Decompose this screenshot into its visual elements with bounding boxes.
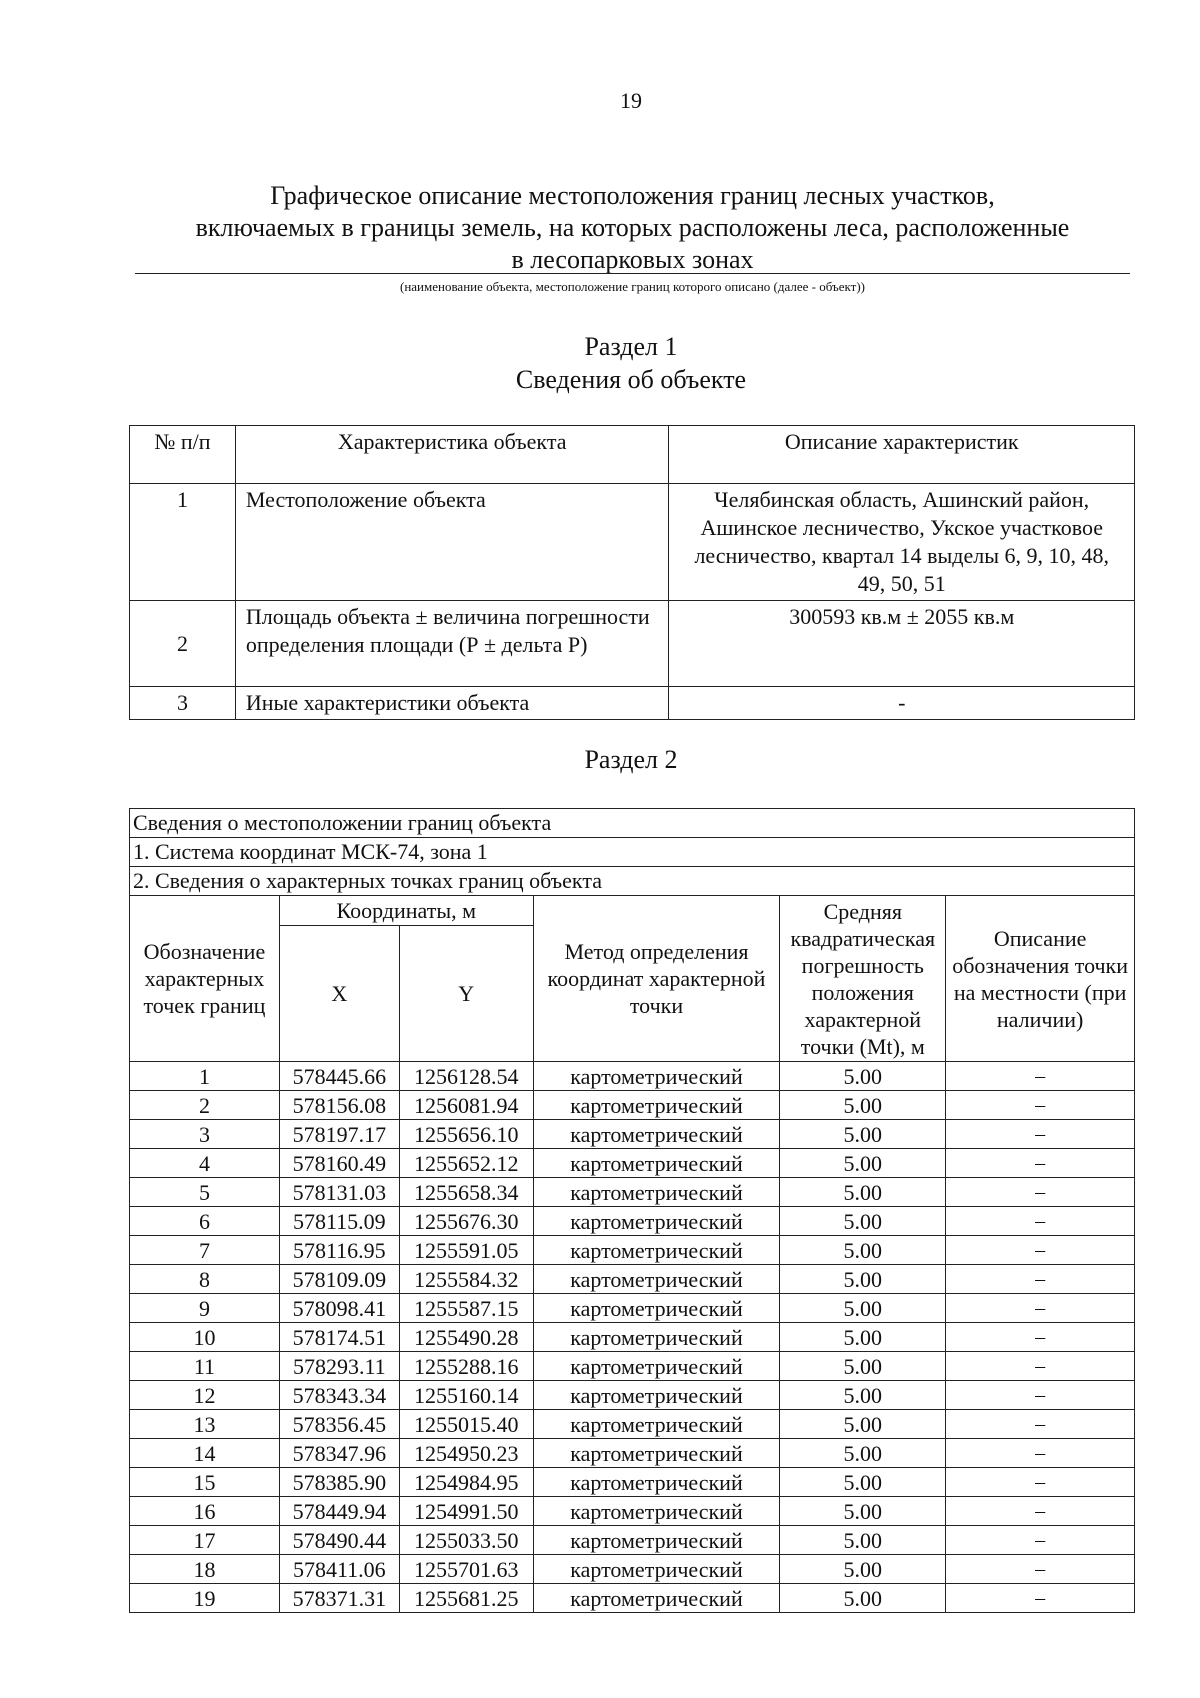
point-method: картометрический [533, 1352, 780, 1381]
point-error: 5.00 [780, 1468, 946, 1497]
document-title [135, 180, 1130, 276]
point-method: картометрический [533, 1584, 780, 1613]
point-error: 5.00 [780, 1497, 946, 1526]
header-x: X [279, 926, 399, 1062]
point-y: 1255652.12 [399, 1149, 533, 1178]
point-id: 6 [130, 1207, 280, 1236]
point-description: – [946, 1410, 1135, 1439]
table-row [130, 1555, 1135, 1584]
point-description: – [946, 1294, 1135, 1323]
point-error: 5.00 [780, 1120, 946, 1149]
point-id: 14 [130, 1439, 280, 1468]
point-id: 10 [130, 1323, 280, 1352]
point-x: 578445.66 [279, 1062, 399, 1091]
point-y: 1255591.05 [399, 1236, 533, 1265]
point-y: 1255015.40 [399, 1410, 533, 1439]
point-x: 578160.49 [279, 1149, 399, 1178]
point-method: картометрический [533, 1236, 780, 1265]
table-row [130, 1236, 1135, 1265]
point-id: 15 [130, 1468, 280, 1497]
point-description: – [946, 1120, 1135, 1149]
point-y: 1256128.54 [399, 1062, 533, 1091]
point-id: 17 [130, 1526, 280, 1555]
point-id: 11 [130, 1352, 280, 1381]
point-id: 1 [130, 1062, 280, 1091]
point-method: картометрический [533, 1120, 780, 1149]
points-title: 2. Сведения о характерных точках границ объекта [130, 867, 1135, 896]
point-error: 5.00 [780, 1352, 946, 1381]
point-description: – [946, 1468, 1135, 1497]
point-y: 1255288.16 [399, 1352, 533, 1381]
row-description: - [669, 687, 1135, 720]
row-description: 300593 кв.м ± 2055 кв.м [669, 601, 1135, 687]
point-method: картометрический [533, 1265, 780, 1294]
point-description: – [946, 1555, 1135, 1584]
section1-title: Раздел 1 [584, 332, 678, 361]
row-number: 1 [130, 484, 236, 601]
title-caption: (наименование объекта, местоположение границ которого описано (далее - объект)) [400, 279, 865, 294]
point-y: 1255033.50 [399, 1526, 533, 1555]
point-y: 1254950.23 [399, 1439, 533, 1468]
point-description: – [946, 1149, 1135, 1178]
table-row [130, 1439, 1135, 1468]
point-error: 5.00 [780, 1526, 946, 1555]
table-row [130, 1265, 1135, 1294]
point-y: 1255676.30 [399, 1207, 533, 1236]
point-y: 1254984.95 [399, 1468, 533, 1497]
point-x: 578116.95 [279, 1236, 399, 1265]
point-method: картометрический [533, 1439, 780, 1468]
point-x: 578356.45 [279, 1410, 399, 1439]
point-x: 578098.41 [279, 1294, 399, 1323]
point-description: – [946, 1236, 1135, 1265]
point-error: 5.00 [780, 1294, 946, 1323]
point-error: 5.00 [780, 1439, 946, 1468]
point-x: 578293.11 [279, 1352, 399, 1381]
point-x: 578347.96 [279, 1439, 399, 1468]
table-row [130, 601, 1135, 687]
table-row [130, 687, 1135, 720]
table-row [130, 1352, 1135, 1381]
point-y: 1255681.25 [399, 1584, 533, 1613]
point-y: 1256081.94 [399, 1091, 533, 1120]
table-title: Сведения о местоположении границ объекта [130, 809, 1135, 838]
point-description: – [946, 1439, 1135, 1468]
title-underline [135, 273, 1130, 274]
table-row [130, 1062, 1135, 1091]
point-description: – [946, 1323, 1135, 1352]
point-y: 1255160.14 [399, 1381, 533, 1410]
point-x: 578449.94 [279, 1497, 399, 1526]
title-line: включаемых в границы земель, на которых расположены леса, расположенные [195, 213, 1070, 242]
point-error: 5.00 [780, 1555, 946, 1584]
point-method: картометрический [533, 1207, 780, 1236]
header-coordinates: Координаты, м [279, 896, 533, 926]
title-line: Графическое описание местоположения границ лесных участков, [270, 181, 995, 210]
row-characteristic: Площадь объекта ± величина погрешности определения площади (Р ± дельта Р) [235, 601, 669, 687]
row-characteristic: Иные характеристики объекта [235, 687, 669, 720]
point-x: 578156.08 [279, 1091, 399, 1120]
point-method: картометрический [533, 1526, 780, 1555]
point-id: 12 [130, 1381, 280, 1410]
point-id: 4 [130, 1149, 280, 1178]
table-row [130, 1468, 1135, 1497]
table-row [130, 484, 1135, 601]
header-designation: Обозначение характерных точек границ [130, 896, 280, 1062]
point-method: картометрический [533, 1381, 780, 1410]
point-method: картометрический [533, 1178, 780, 1207]
point-y: 1255490.28 [399, 1323, 533, 1352]
point-description: – [946, 1091, 1135, 1120]
table-row [130, 1120, 1135, 1149]
point-error: 5.00 [780, 1584, 946, 1613]
point-x: 578411.06 [279, 1555, 399, 1584]
page-number: 19 [620, 88, 642, 113]
point-method: картометрический [533, 1468, 780, 1497]
header-characteristic: Характеристика объекта [235, 426, 669, 484]
point-description: – [946, 1497, 1135, 1526]
table-row [130, 1091, 1135, 1120]
point-y: 1255656.10 [399, 1120, 533, 1149]
table-row [130, 1323, 1135, 1352]
point-x: 578109.09 [279, 1265, 399, 1294]
point-id: 18 [130, 1555, 280, 1584]
point-method: картометрический [533, 1555, 780, 1584]
point-id: 13 [130, 1410, 280, 1439]
row-description: Челябинская область, Ашинский район, Ашинское лесничество, Укское участковое лесничество, квартал 14 выделы 6, 9, 10, 48, 49, 50, 51 [669, 484, 1135, 601]
point-method: картометрический [533, 1294, 780, 1323]
coordinate-system: 1. Система координат МСК-74, зона 1 [130, 838, 1135, 867]
point-id: 2 [130, 1091, 280, 1120]
row-number: 3 [130, 687, 236, 720]
point-error: 5.00 [780, 1149, 946, 1178]
point-error: 5.00 [780, 1178, 946, 1207]
point-x: 578197.17 [279, 1120, 399, 1149]
table-row [130, 1149, 1135, 1178]
point-description: – [946, 1178, 1135, 1207]
point-id: 16 [130, 1497, 280, 1526]
point-error: 5.00 [780, 1410, 946, 1439]
table-row [130, 1381, 1135, 1410]
object-info-table [129, 425, 1135, 720]
point-x: 578115.09 [279, 1207, 399, 1236]
point-description: – [946, 1381, 1135, 1410]
point-method: картометрический [533, 1410, 780, 1439]
point-y: 1255587.15 [399, 1294, 533, 1323]
point-x: 578490.44 [279, 1526, 399, 1555]
point-id: 8 [130, 1265, 280, 1294]
point-id: 9 [130, 1294, 280, 1323]
table-row [130, 1584, 1135, 1613]
table-row [130, 1294, 1135, 1323]
points-body [130, 1062, 1135, 1613]
point-x: 578343.34 [279, 1381, 399, 1410]
point-x: 578371.31 [279, 1584, 399, 1613]
boundary-points-table [129, 808, 1135, 1613]
point-method: картометрический [533, 1323, 780, 1352]
point-error: 5.00 [780, 1236, 946, 1265]
header-y: Y [399, 926, 533, 1062]
point-error: 5.00 [780, 1091, 946, 1120]
header-error: Средняя квадратическая погрешность положения характерной точки (Mt), м [780, 896, 946, 1062]
point-description: – [946, 1526, 1135, 1555]
row-number: 2 [130, 601, 236, 687]
point-error: 5.00 [780, 1381, 946, 1410]
section1-heading [0, 330, 1200, 396]
header-method: Метод определения координат характерной точки [533, 896, 780, 1062]
section1-subtitle: Сведения об объекте [515, 365, 747, 394]
section2-heading: Раздел 2 [584, 745, 678, 774]
point-y: 1255701.63 [399, 1555, 533, 1584]
table-row [130, 1207, 1135, 1236]
point-description: – [946, 1062, 1135, 1091]
point-error: 5.00 [780, 1323, 946, 1352]
point-y: 1254991.50 [399, 1497, 533, 1526]
row-characteristic: Местоположение объекта [235, 484, 669, 601]
point-description: – [946, 1352, 1135, 1381]
point-y: 1255658.34 [399, 1178, 533, 1207]
point-description: – [946, 1265, 1135, 1294]
header-number: № п/п [130, 426, 236, 484]
point-x: 578131.03 [279, 1178, 399, 1207]
title-line: в лесопарковых зонах [511, 245, 754, 274]
point-x: 578385.90 [279, 1468, 399, 1497]
point-id: 7 [130, 1236, 280, 1265]
point-x: 578174.51 [279, 1323, 399, 1352]
header-point-description: Описание обозначения точки на местности (при наличии) [946, 896, 1135, 1062]
table-row [130, 1497, 1135, 1526]
table-row [130, 1178, 1135, 1207]
point-method: картометрический [533, 1497, 780, 1526]
table-row [130, 1526, 1135, 1555]
point-id: 3 [130, 1120, 280, 1149]
point-description: – [946, 1584, 1135, 1613]
point-y: 1255584.32 [399, 1265, 533, 1294]
point-method: картометрический [533, 1091, 780, 1120]
table-row [130, 1410, 1135, 1439]
point-method: картометрический [533, 1062, 780, 1091]
point-method: картометрический [533, 1149, 780, 1178]
point-error: 5.00 [780, 1265, 946, 1294]
point-id: 5 [130, 1178, 280, 1207]
point-error: 5.00 [780, 1062, 946, 1091]
point-id: 19 [130, 1584, 280, 1613]
header-description: Описание характеристик [669, 426, 1135, 484]
point-description: – [946, 1207, 1135, 1236]
point-error: 5.00 [780, 1207, 946, 1236]
